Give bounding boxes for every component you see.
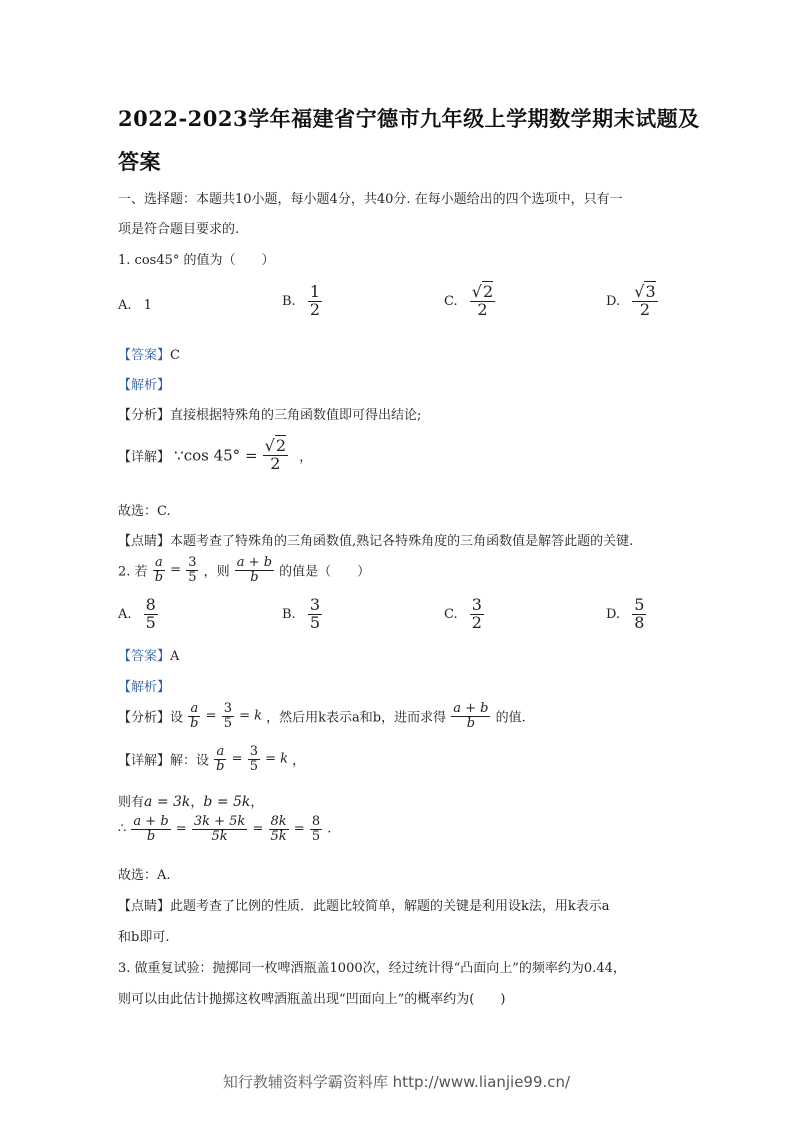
answer-tag: 【答案】: [118, 649, 171, 664]
fraction: [263, 438, 288, 473]
numerator: a: [154, 555, 163, 570]
fenxi-text: 直接根据特殊角的三角函数值即可得出结论;: [170, 408, 422, 423]
fraction: [310, 815, 322, 843]
fraction: [308, 597, 322, 632]
q1-option-c: [444, 284, 496, 319]
fraction: [470, 597, 484, 632]
q1-option-b: [282, 284, 323, 319]
radicand: 2: [275, 436, 287, 455]
equals: =: [231, 751, 243, 767]
denominator: 5: [188, 569, 197, 585]
fenxi-post: 的值.: [495, 710, 526, 726]
fraction: [153, 556, 165, 584]
q2-guxuan: 故选：A.: [118, 868, 171, 883]
xiangjie-pre: 解：设: [170, 753, 210, 769]
denominator: 2: [477, 299, 488, 319]
numerator: √3: [634, 282, 656, 301]
fraction: [222, 702, 234, 730]
denominator: 5k: [211, 828, 228, 844]
period: .: [327, 821, 332, 837]
q1-option-a: [118, 298, 152, 313]
xiangjie-tag: 【详解】: [118, 753, 171, 769]
expr-a: a = 3k: [144, 794, 191, 810]
stem-suffix: 的值是（ ）: [279, 564, 371, 580]
fraction: [632, 597, 646, 632]
numerator: 8k: [270, 814, 287, 829]
fenxi-tag: 【分析】: [118, 408, 171, 423]
xiangjie-expr: ∵cos 45° =: [174, 446, 258, 465]
option-label: D.: [606, 293, 621, 309]
zeyou-pre: 则有: [118, 795, 145, 810]
option-label: A.: [118, 298, 132, 313]
q2-therefore: [118, 815, 331, 843]
section-intro-line1: 一、选择题：本题共10小题，每小题4分，共40分. 在每小题给出的四个选项中，只有一: [118, 192, 623, 207]
q3-line1: 3. 做重复试验：抛掷同一枚啤酒瓶盖1000次，经过统计得“凸面向上”的频率约为0.44，: [118, 961, 626, 976]
fraction: [269, 815, 289, 843]
xiangjie-tail: ，: [299, 449, 313, 465]
numerator: a: [216, 744, 225, 759]
dianjing-tag: 【点睛】: [118, 534, 171, 549]
denominator: 2: [309, 299, 321, 319]
radicand: 2: [482, 282, 494, 301]
xiangjie-tag: 【详解】: [118, 449, 171, 465]
numerator: 3: [249, 744, 258, 759]
fraction: [235, 556, 274, 584]
q2-option-a: [118, 597, 159, 632]
equals: =: [170, 562, 182, 578]
fraction: [308, 284, 322, 319]
denominator: 5: [311, 828, 321, 844]
fraction: [144, 597, 158, 632]
denominator: 2: [639, 299, 651, 319]
q1-stem: 1. cos45° 的值为（ ）: [118, 253, 275, 268]
fenxi-tag: 【分析】: [118, 710, 171, 726]
q2-option-c: [444, 597, 485, 632]
numerator: a: [190, 701, 199, 716]
numerator: 3: [188, 555, 197, 570]
option-label: B.: [282, 293, 296, 309]
q2-xiangjie: [118, 745, 305, 773]
answer-value: A: [170, 649, 180, 664]
q1-fenxi: [118, 404, 421, 423]
denominator: b: [216, 758, 225, 774]
equals: =: [293, 821, 305, 837]
denominator: 5: [309, 612, 321, 632]
fenxi-pre: 设: [170, 710, 184, 726]
q1-answer: [118, 344, 180, 363]
option-label: D.: [606, 606, 621, 622]
fraction: [248, 745, 260, 773]
option-label: B.: [282, 606, 296, 622]
denominator: b: [250, 569, 259, 585]
option-label: A.: [118, 606, 132, 622]
denominator: b: [146, 828, 156, 844]
option-label: C.: [444, 293, 458, 309]
section-intro-line2: 项是符合题目要求的.: [118, 222, 240, 237]
fraction: [632, 284, 657, 319]
q1-dianjing: [118, 530, 633, 549]
q2-dianjing-line2: 和b即可.: [118, 930, 170, 945]
equals: =: [175, 821, 187, 837]
numerator: 3: [223, 701, 232, 716]
numerator: 3: [309, 595, 321, 614]
denominator: b: [154, 569, 164, 585]
fraction: [131, 815, 170, 843]
dianjing-text: 本题考查了特殊角的三角函数值,熟记各特殊角度的三角函数值是解答此题的关键.: [170, 534, 634, 549]
numerator: 8: [311, 814, 321, 829]
numerator: a + b: [236, 555, 273, 570]
stem-prefix: 2. 若: [118, 564, 148, 580]
therefore-symbol: ∴: [118, 821, 127, 837]
denominator: b: [190, 715, 199, 731]
equals-k: = k: [239, 708, 263, 724]
numerator: 8: [145, 595, 156, 614]
q2-stem: [118, 556, 370, 584]
q2-jiexi-tag: 【解析】: [118, 680, 171, 695]
q2-zeyou: [118, 791, 263, 810]
expr-b: b = 5k: [203, 794, 251, 810]
equals: =: [205, 708, 217, 724]
q1-xiangjie: [118, 438, 312, 473]
dianjing-text: 此题考查了比例的性质．此题比较简单，解题的关键是利用设k法，用k表示a: [170, 899, 610, 914]
radicand: 3: [645, 282, 656, 301]
denominator: 5: [145, 612, 156, 632]
numerator: 1: [309, 282, 321, 301]
q2-option-b: [282, 597, 323, 632]
q2-option-d: [606, 597, 647, 632]
option-label: C.: [444, 606, 458, 622]
denominator: 5: [249, 758, 258, 774]
fraction: [470, 284, 495, 319]
option-value: 1: [143, 298, 152, 313]
denominator: b: [466, 715, 476, 731]
denominator: 5: [223, 715, 232, 731]
stem-mid: ，则: [203, 564, 230, 580]
fraction: [451, 702, 490, 730]
numerator: √2: [264, 436, 287, 455]
q2-fenxi: [118, 702, 526, 730]
answer-value: C: [170, 348, 180, 363]
answer-tag: 【答案】: [118, 348, 171, 363]
equals-k: = k: [265, 751, 289, 767]
equals: =: [252, 821, 264, 837]
dianjing-tag: 【点睛】: [118, 899, 171, 914]
fraction: [214, 745, 226, 773]
q1-option-d: [606, 284, 659, 319]
doc-title-line2: 答案: [118, 149, 161, 174]
footer-watermark: 知行教辅资料学霸资料库 http://www.lianjie99.cn/: [222, 1073, 571, 1091]
q1-guxuan: 故选：C.: [118, 504, 171, 519]
denominator: 2: [270, 453, 281, 473]
separator: ，: [190, 795, 204, 810]
zeyou-post: ，: [250, 795, 264, 810]
fraction: [192, 815, 247, 843]
numerator: a + b: [453, 701, 489, 716]
numerator: 3k + 5k: [193, 814, 246, 829]
fenxi-mid: ，然后用k表示a和b，进而求得: [266, 710, 447, 726]
denominator: 8: [634, 612, 645, 632]
denominator: 2: [471, 612, 482, 632]
q2-dianjing-line1: [118, 895, 610, 914]
q3-line2: 则可以由此估计抛掷这枚啤酒瓶盖出现“凹面向上”的概率约为( ): [118, 992, 506, 1007]
fraction: [186, 556, 198, 584]
numerator: 3: [471, 595, 482, 614]
denominator: 5k: [270, 828, 287, 844]
xiangjie-post: ，: [292, 753, 306, 769]
doc-title-line1: 2022-2023学年福建省宁德市九年级上学期数学期末试题及: [118, 106, 700, 131]
numerator: a + b: [133, 814, 169, 829]
numerator: 5: [634, 595, 645, 614]
numerator: √2: [471, 282, 494, 301]
q2-answer: [118, 645, 179, 664]
q1-jiexi-tag: 【解析】: [118, 378, 171, 393]
fraction: [188, 702, 200, 730]
